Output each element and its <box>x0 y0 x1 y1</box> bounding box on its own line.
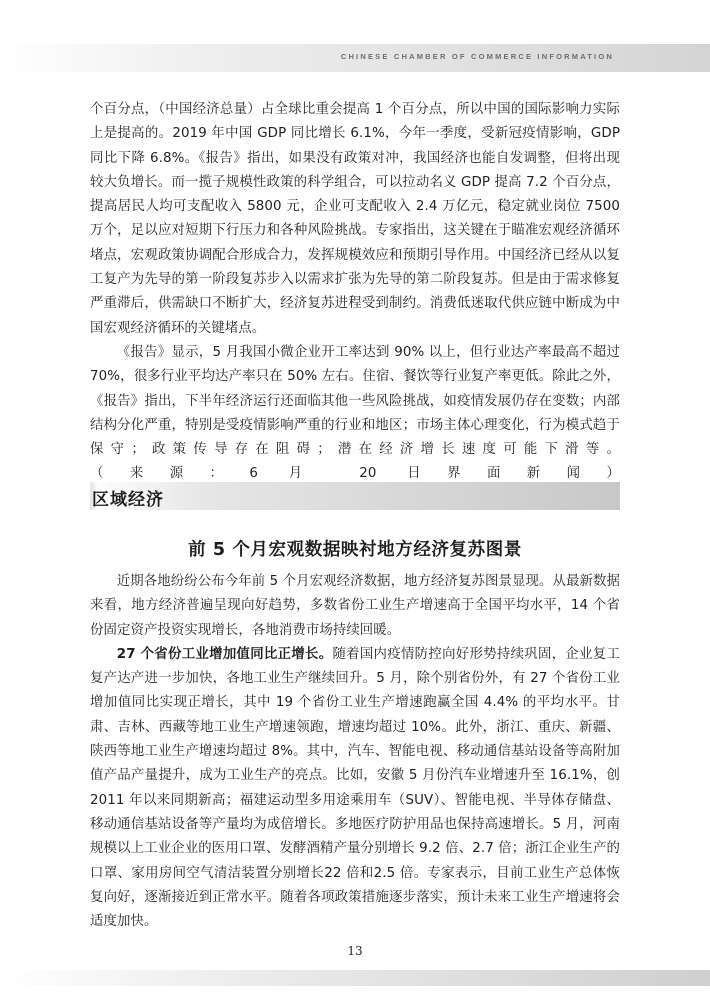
intro-text <box>90 98 620 487</box>
footer-band <box>0 970 710 986</box>
intro-paragraph-2 <box>90 341 620 487</box>
paragraph-2-body: 随着国内疫情防控向好形势持续巩固，企业复工复产达产进一步加快，各地工业生产继续回升。5 月，除个别省份外，有 27 个省份工业增加值同比实现正增长，其中 19 个省份工业生产增速跑赢全国 4.4% 的平均水平。甘肃、吉林、西藏等地工业生产增速领跑，增速均超过 10%。此外，浙江、重庆、新疆、陕西等地工业生产增速均超过 8%。其中，汽车、智能电视、移动通信基站设备等高附加值产品产量提升，成为工业生产的亮点。比如，安徽 5 月份汽车业增速升至 16.1%，创 2011 年以来同期新高；福建运动型多用途乘用车（SUV）、智能电视、半导体存储盘、移动通信基站设备等产量均为成倍增长。多地医疗防护用品也保持高速增长。5 月，河南规模以上工业企业的医用口罩、发酵酒精产量分别增长 9.2 倍、2.7 倍；浙江企业生产的口罩、家用房间空气清洁装置分别增长22 倍和2.5 倍。专家表示，目前工业生产总体恢复向好，逐渐接近到正常水平。随着各项政策措施逐步落实，预计未来工业生产增速将会适度加快。 <box>90 646 620 930</box>
paragraph-lead: 27 个省份工业增加值同比正增长。 <box>116 646 333 662</box>
publication-header: CHINESE CHAMBER OF COMMERCE INFORMATION <box>340 52 614 61</box>
source-note: （来源：6 月 20 日界面新闻） <box>90 466 620 482</box>
article-title: 前 5 个月宏观数据映衬地方经济复苏图景 <box>188 540 522 560</box>
section-header-bar <box>90 482 620 510</box>
section-title: 区域经济 <box>92 490 164 510</box>
intro-paragraph-2-text: 《报告》显示，5 月我国小微企业开工率达到 90% 以上，但行业达产率最高不超过 70%，很多行业平均达产率只在 50% 左右。住宿、餐饮等行业复产率更低。除此之外，《报告》指出，下半年经济运行还面临其他一些风险挑战，如疫情发展仍存在变数；内部结构分化严重，特别是受疫情影响严重的行业和地区；市场主体心理变化，行为模式趋于保守；政策传导存在阻碍；潜在经济增长速度可能下滑等。 <box>90 344 620 458</box>
intro-paragraph-1: 个百分点，（中国经济总量）占全球比重会提高 1 个百分点，所以中国的国际影响力实际上是提高的。2019 年中国 GDP 同比增长 6.1%，今年一季度，受新冠疫情影响，GDP 同比下降 6.8%。《报告》指出，如果没有政策对冲，我国经济也能自发调整，但将出现较大负增长。而一揽子规模性政策的科学组合，可以拉动名义 GDP 提高 7.2 个百分点，提高居民人均可支配收入 5800 元，企业可支配收入 2.4 万亿元，稳定就业岗位 7500 万个，足以应对短期下行压力和各种风险挑战。专家指出，这关键在于瞄准宏观经济循环堵点，宏观政策协调配合形成合力，发挥规模效应和预期引导作用。中国经济已经从以复工复产为先导的第一阶段复苏步入以需求扩张为先导的第二阶段复苏。但是由于需求修复严重滞后，供需缺口不断扩大，经济复苏进程受到制约。消费低迷取代供应链中断成为中国宏观经济循环的关键堵点。 <box>90 102 620 336</box>
article-paragraph-1: 近期各地纷纷公布今年前 5 个月宏观经济数据，地方经济复苏图景显现。从最新数据来看，地方经济普遍呈现向好趋势，多数省份工业生产增速高于全国平均水平，14 个省份固定资产投资实现增长，各地消费市场持续回暖。 <box>90 574 620 638</box>
article-paragraph-2 <box>90 643 620 935</box>
page-number: 13 <box>347 944 363 958</box>
article-body <box>90 570 620 934</box>
